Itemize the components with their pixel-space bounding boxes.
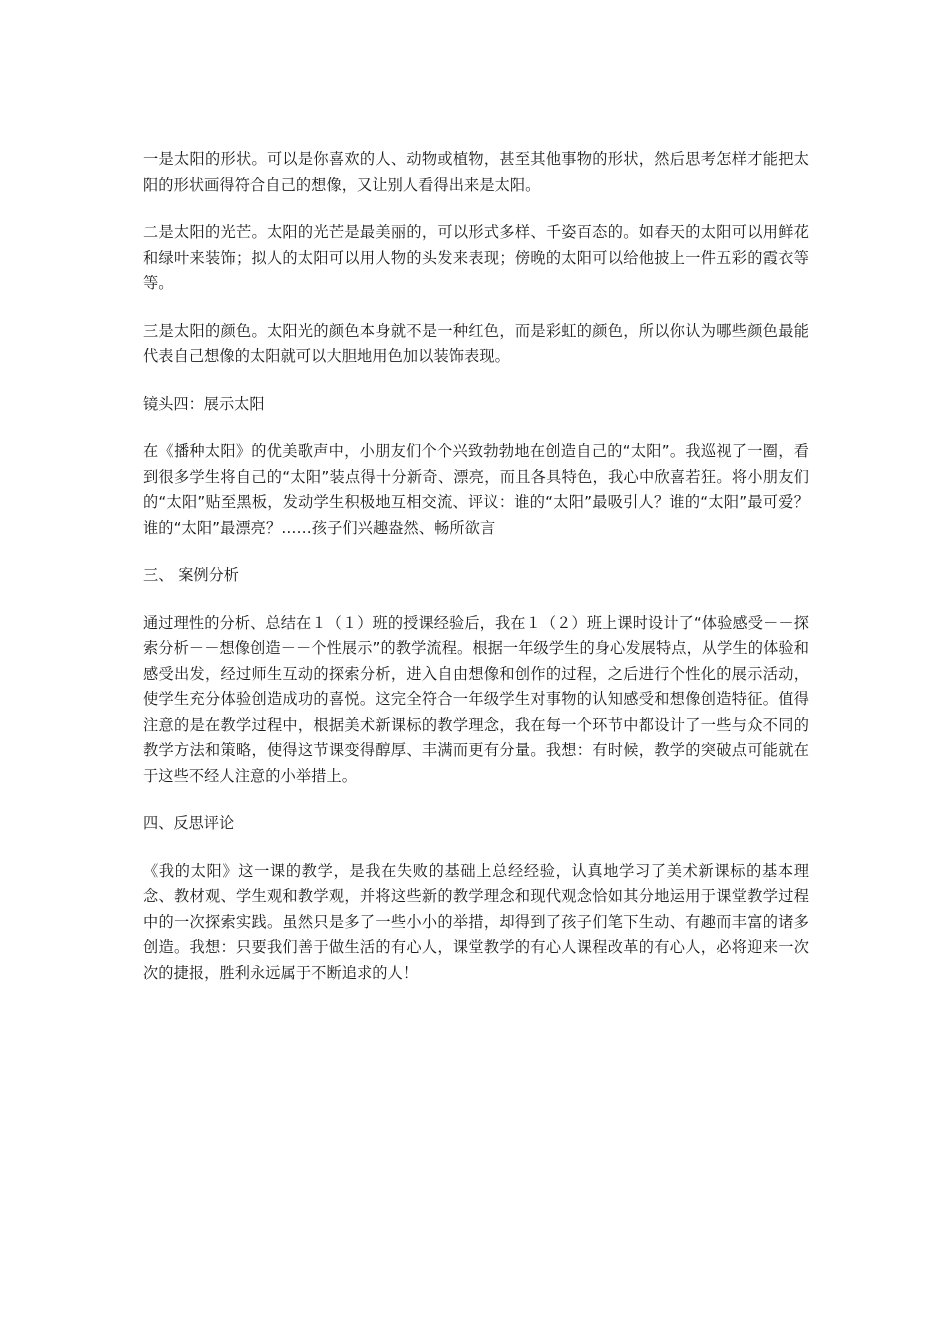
paragraph-sun-color: 三是太阳的颜色。太阳光的颜色本身就不是一种红色，而是彩虹的颜色，所以你认为哪些颜色最能代表自己想像的太阳就可以大胆地用色加以装饰表现。	[143, 321, 809, 365]
paragraph-sun-shape: 一是太阳的形状。可以是你喜欢的人、动物或植物，甚至其他事物的形状，然后思考怎样才能把太阳的形状画得符合自己的想像，又让别人看得出来是太阳。	[143, 150, 809, 194]
paragraph-sun-rays: 二是太阳的光芒。太阳的光芒是最美丽的，可以形式多样、千姿百态的。如春天的太阳可以用鲜花和绿叶来装饰；拟人的太阳可以用人物的头发来表现；傍晚的太阳可以给他披上一件五彩的霞衣等等。	[143, 223, 809, 292]
heading-scene-four: 镜头四：展示太阳	[143, 394, 265, 413]
paragraph-reflection: 《我的太阳》这一课的教学，是我在失败的基础上总经经验，认真地学习了美术新课标的基本理念、教材观、学生观和教学观，并将这些新的教学理念和现代观念恰如其分地运用于课堂教学过程中的一次探索实践。虽然只是多了一些小小的举措，却得到了孩子们笔下生动、有趣而丰富的诸多创造。我想：只要我们善于做生活的有心人，课堂教学的有心人课程改革的有心人，必将迎来一次次的捷报，胜利永远属于不断追求的人！	[143, 861, 809, 982]
paragraph-case-analysis: 通过理性的分析、总结在１（１）班的授课经验后，我在１（２）班上课时设计了“体验感受－－探索分析－－想像创造－－个性展示”的教学流程。根据一年级学生的身心发展特点，从学生的体验和感受出发，经过师生互动的探索分析，进入自由想像和创作的过程，之后进行个性化的展示活动，使学生充分体验创造成功的喜悦。这完全符合一年级学生对事物的认知感受和想像创造特征。值得注意的是在教学过程中，根据美术新课标的教学理念，我在每一个环节中都设计了一些与众不同的教学方法和策略，使得这节课变得醇厚、丰满而更有分量。我想：有时候，教学的突破点可能就在于这些不经人注意的小举措上。	[143, 613, 809, 785]
paragraph-display-sun: 在《播种太阳》的优美歌声中，小朋友们个个兴致勃勃地在创造自己的“太阳”。我巡视了一圈，看到很多学生将自己的“太阳”装点得十分新奇、漂亮，而且各具特色，我心中欣喜若狂。将小朋友们的“太阳”贴至黑板，发动学生积极地互相交流、评议：谁的“太阳”最吸引人？谁的“太阳”最可爱？谁的“太阳”最漂亮？……孩子们兴趣盎然、畅所欲言	[143, 442, 809, 537]
document-body	[143, 147, 809, 1008]
heading-reflection: 四、反思评论	[143, 814, 235, 832]
heading-case-analysis: 三、 案例分析	[143, 566, 239, 584]
